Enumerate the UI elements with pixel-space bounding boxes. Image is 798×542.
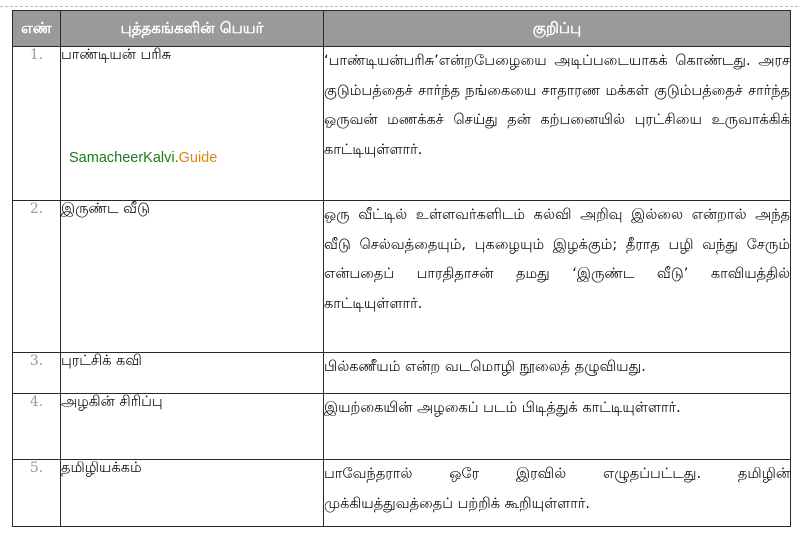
row-book-name: அழகின் சிரிப்பு <box>61 394 324 460</box>
row-number: 2. <box>13 201 61 353</box>
row-number: 4. <box>13 394 61 460</box>
watermark-dot: . <box>174 150 179 166</box>
row-book-name: இருண்ட வீடு <box>61 201 324 353</box>
table-row <box>13 394 791 460</box>
table-row <box>13 201 791 353</box>
table-row <box>13 47 791 201</box>
top-dashed-rule <box>0 0 798 7</box>
row-note: ‘பாண்டியன்பரிசு’என்றபேழையை அடிப்படையாகக் கொண்டது. அரச குடும்பத்தைச் சார்ந்த நங்கையை சாதாரண மக்கள் குடும்பத்தைச் சார்ந்த ஒருவன் மணக்கச் செய்து தன் கற்பனையில் புரட்சியை உருவாக்கிக் காட்டியுள்ளார். <box>324 47 791 201</box>
row-book-name: தமிழியக்கம் <box>61 460 324 527</box>
table-row <box>13 353 791 394</box>
watermark-logo <box>69 150 217 166</box>
row-note: இயற்கையின் அழகைப் படம் பிடித்துக் காட்டியுள்ளார். <box>324 394 791 460</box>
header-book-name: புத்தகங்களின் பெயர் <box>61 11 324 47</box>
row-number: 1. <box>13 47 61 201</box>
table-header-row <box>13 11 791 47</box>
books-table <box>12 10 791 527</box>
row-book-name-cell <box>61 47 324 201</box>
row-note: பாவேந்தரால் ஒரே இரவில் எழுதப்பட்டது. தமிழின் முக்கியத்துவத்தைப் பற்றிக் கூறியுள்ளார். <box>324 460 791 527</box>
table-row <box>13 460 791 527</box>
row-book-name: புரட்சிக் கவி <box>61 353 324 394</box>
watermark-part1: SamacheerKalvi <box>69 150 175 166</box>
header-note: குறிப்பு <box>324 11 791 47</box>
row-note: பில்கணீயம் என்ற வடமொழி நூலைத் தழுவியது. <box>324 353 791 394</box>
row-book-name: பாண்டியன் பரிசு <box>61 47 172 63</box>
header-number: எண் <box>13 11 61 47</box>
watermark-part2: Guide <box>178 150 218 166</box>
row-number: 5. <box>13 460 61 527</box>
row-number: 3. <box>13 353 61 394</box>
row-note: ஒரு வீட்டில் உள்ளவர்களிடம் கல்வி அறிவு இல்லை என்றால் அந்த வீடு செல்வத்தையும், புகழையும் இழக்கும்; தீராத பழி வந்து சேரும் என்பதைப் பாரதிதாசன் தமது ‘இருண்ட வீடு’ காவியத்தில் காட்டியுள்ளார். <box>324 201 791 353</box>
